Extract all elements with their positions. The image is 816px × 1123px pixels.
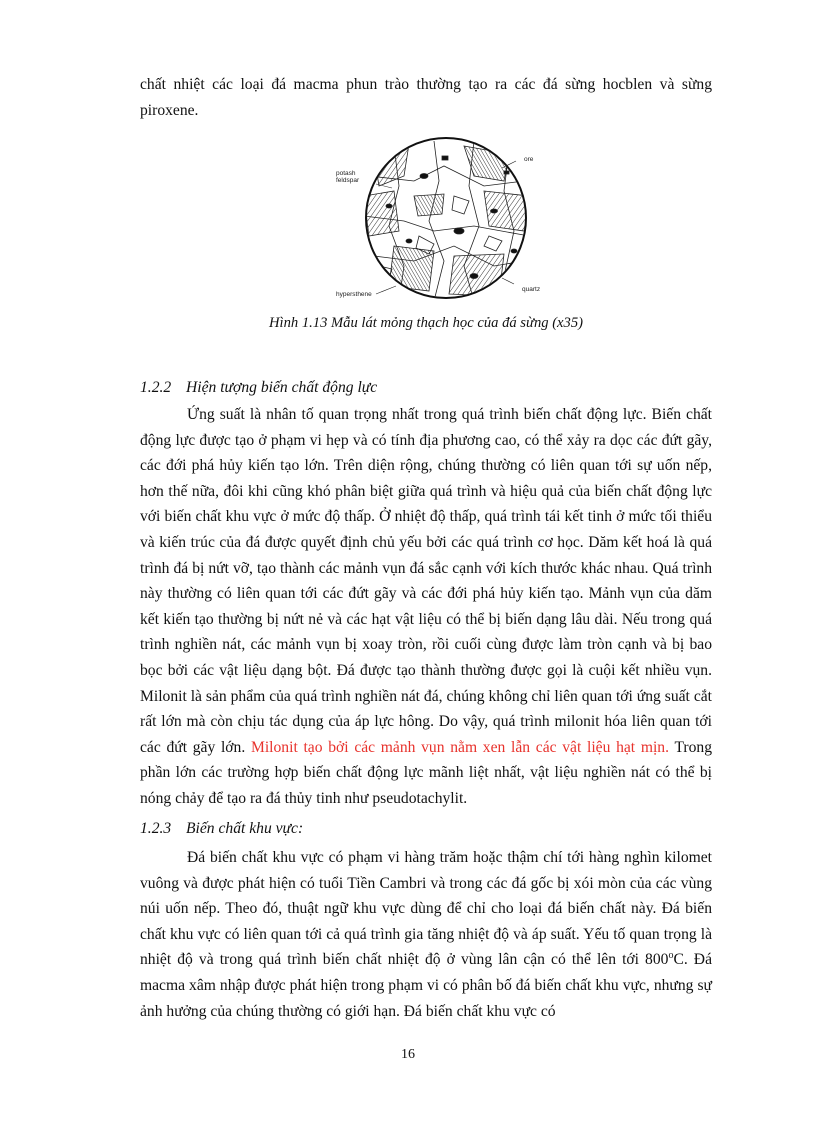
highlighted-text: Milonit tạo bởi các mảnh vụn nằm xen lẫn các vật liệu hạt mịn.: [250, 738, 670, 756]
section-heading-1-2-3: [140, 818, 303, 840]
body-text: Ứng suất là nhân tố quan trọng nhất trong quá trình biến chất động lực. Biến chất động lực được tạo ở phạm vi hẹp và có tính địa phương cao, có thể xảy ra dọc các đứt gãy, các đới phá hủy kiến tạo lớn. Trên diện rộng, chúng thường có liên quan tới sự uốn nếp, hơn thế nữa, đôi khi cũng khó phân biệt giữa quá trình và hiệu quả của biến chất động lực với biến chất khu vực ở mức độ thấp. Ở nhiệt độ thấp, quá trình tái kết tinh ở mức tối thiểu và kiến trúc của đá được quyết định chủ yếu bởi các quá trình cơ học. Dăm kết hoá là quá trình đá bị nứt vỡ, tạo thành các mảnh vụn đá sắc cạnh với kích thước khác nhau. Quá trình này thường có liên quan tới các đứt gãy và các đới phá hủy kiến tạo. Mảnh vụn của dăm kết kiến tạo thường bị nứt nẻ và các hạt vật liệu có thể bị biến dạng lâu dài. Nếu trong quá trình nghiền nát, các mảnh vụn bị xoay tròn, rồi cuối cùng được làm tròn cạnh và bị bao bọc bởi các vật liệu dạng bột. Đá được tạo thành thường được gọi là cuội kết nhiều vụn. Milonit là sản phẩm của quá trình nghiền nát đá, chúng không chỉ liên quan tới ứng suất cắt rất lớn mà còn chịu tác dụng của áp lực hông. Do vậy, quá trình milonit hóa liên quan tới các đứt gãy lớn.: [140, 406, 712, 756]
body-text: Đá biến chất khu vực có phạm vi hàng trăm hoặc thậm chí tới hàng nghìn kilomet vuông và được phát hiện có tuổi Tiền Cambri và trong các đá gốc bị xói mòn của các vùng núi uốn nếp. Theo đó, thuật ngữ khu vực dùng để chỉ cho loại đá biến chất này. Đá biến chất khu vực có liên quan tới cả quá trình gia tăng nhiệt độ và áp suất. Yếu tố quan trọng là nhiệt độ và trong quá trình biến chất nhiệt độ ở vùng lân cận có thể lên tới 800: [140, 849, 712, 969]
section-1-2-2-body: [140, 402, 712, 812]
label-potash: potash: [336, 170, 356, 177]
body-text: Trong phần lớn các trường hợp biến chất động lực mãnh liệt nhất, vật liệu nghiền nát có thể bị nóng chảy để tạo ra đá thủy tinh như pseudotachylit.: [140, 738, 713, 807]
thin-section-figure: [334, 136, 558, 306]
degree-superscript: o: [668, 950, 674, 962]
section-1-2-3-body: [140, 845, 712, 1024]
label-quartz: quartz: [522, 286, 541, 293]
figure-caption: Hình 1.13 Mẫu lát mỏng thạch học của đá sừng (x35): [269, 315, 583, 331]
intro-paragraph: chất nhiệt các loại đá macma phun trào thường tạo ra các đá sừng hocblen và sừng piroxene.: [140, 76, 712, 119]
body-text: C. Đá macma xâm nhập được phát hiện trong phạm vi có phân bố đá biến chất khu vực, nhưng sự ảnh hưởng của chúng thường có giới hạn. Đá biến chất khu vực có: [140, 951, 712, 1020]
page-number: 16: [401, 1047, 415, 1062]
section-title: Biến chất khu vực:: [186, 820, 304, 837]
section-title: Hiện tượng biến chất động lực: [186, 379, 378, 396]
section-number: 1.2.3: [140, 820, 172, 837]
label-hypersthene: hypersthene: [336, 291, 372, 298]
section-number: 1.2.2: [140, 379, 172, 396]
label-ore: ore: [524, 156, 534, 163]
label-feldspar: feldspar: [336, 177, 360, 184]
section-heading-1-2-2: [140, 377, 377, 399]
